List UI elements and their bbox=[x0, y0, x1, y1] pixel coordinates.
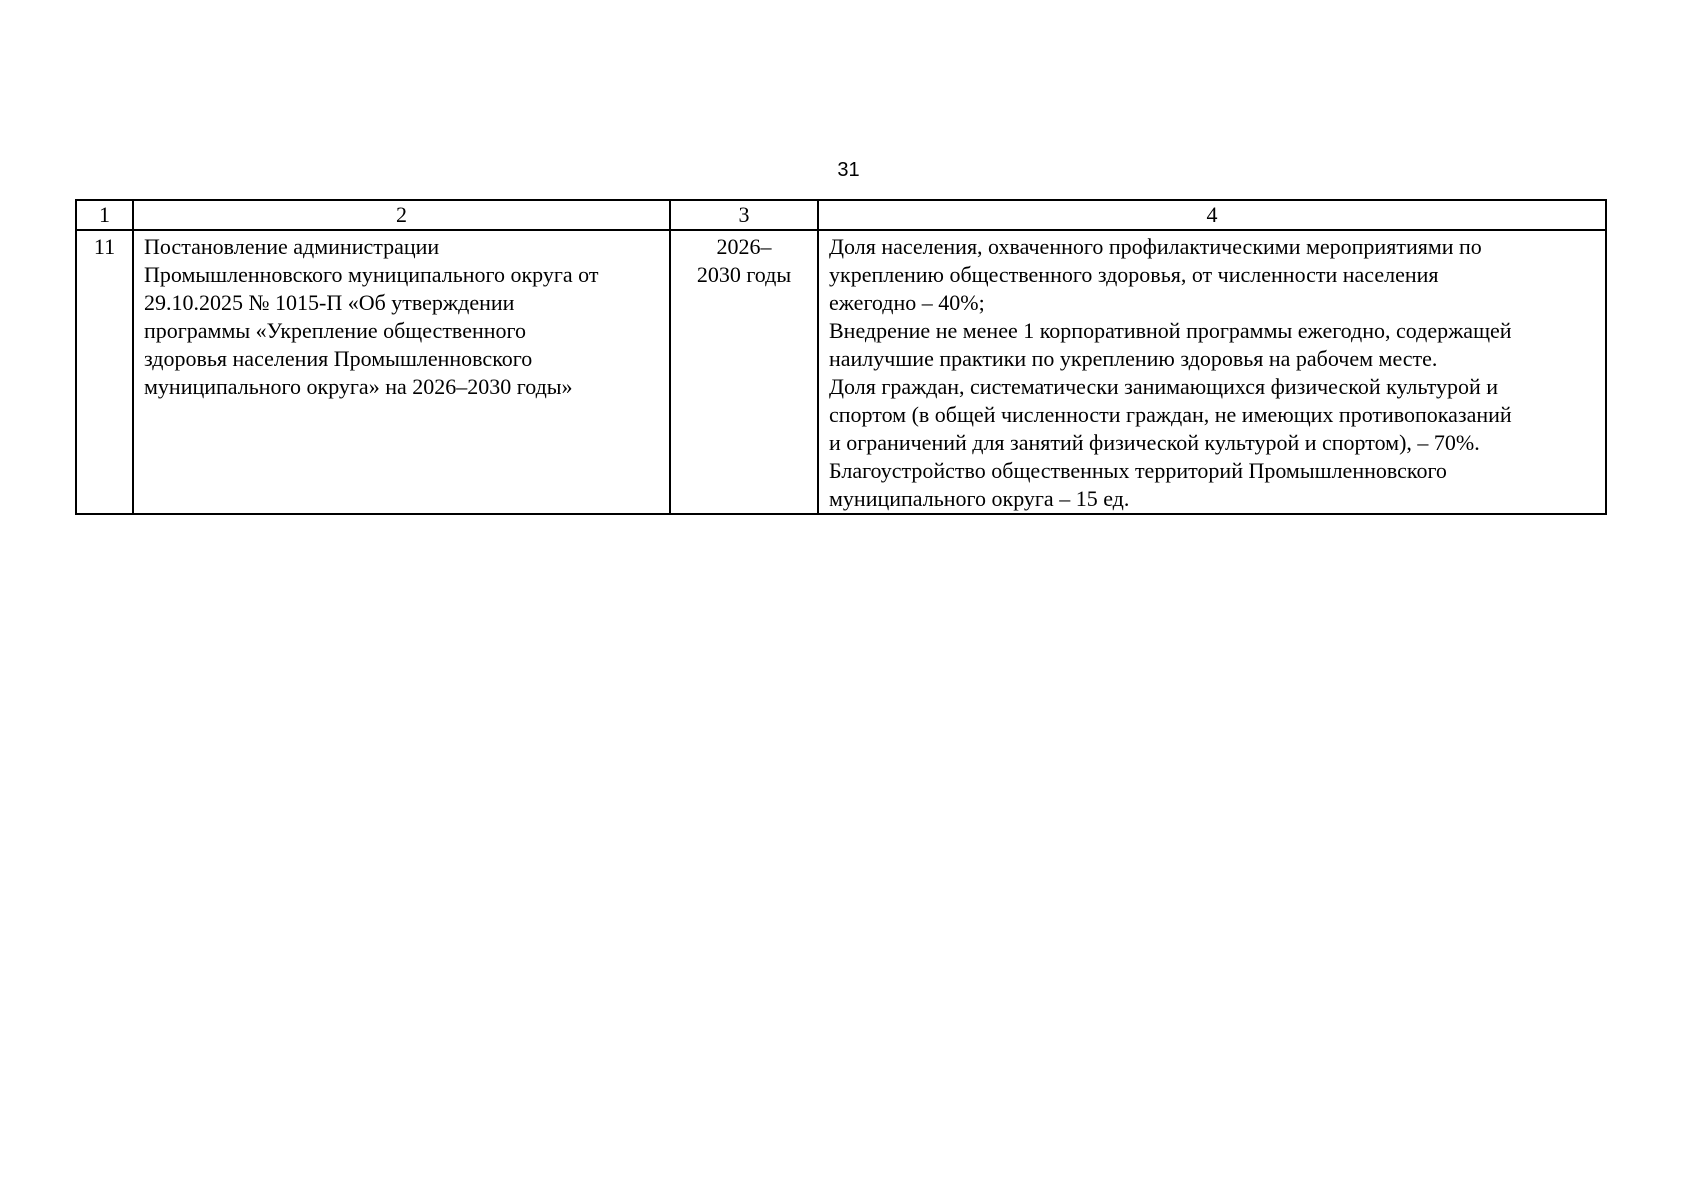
table-header-row bbox=[76, 200, 1606, 230]
period-line: 2030 годы bbox=[696, 262, 792, 287]
indicator-line: Благоустройство общественных территорий Промышленновского bbox=[829, 458, 1447, 483]
row-number-cell bbox=[76, 230, 133, 514]
indicator-line: наилучшие практики по укреплению здоровья на рабочем месте. bbox=[829, 346, 1438, 371]
indicator-line: Доля населения, охваченного профилактическими мероприятиями по bbox=[829, 234, 1482, 259]
period-line: 2026– bbox=[716, 234, 772, 259]
row-number: 11 bbox=[93, 234, 116, 259]
column-header-2: 2 bbox=[133, 200, 670, 230]
document-line: муниципального округа» на 2026–2030 годы» bbox=[144, 374, 573, 399]
indicator-line: и ограничений для занятий физической культурой и спортом), – 70%. bbox=[829, 430, 1480, 455]
document-line: Постановление администрации bbox=[144, 234, 440, 259]
document-line: 29.10.2025 № 1015-П «Об утверждении bbox=[144, 290, 515, 315]
indicator-line: Внедрение не менее 1 корпоративной программы ежегодно, содержащей bbox=[829, 318, 1512, 343]
document-line: здоровья населения Промышленновского bbox=[144, 346, 533, 371]
column-header-4: 4 bbox=[818, 200, 1606, 230]
indicator-line: муниципального округа – 15 ед. bbox=[829, 486, 1130, 511]
document-cell bbox=[133, 230, 670, 514]
table-row bbox=[76, 230, 1606, 514]
page-number: 31 bbox=[837, 159, 860, 181]
indicator-line: Доля граждан, систематически занимающихся физической культурой и bbox=[829, 374, 1499, 399]
indicators-cell bbox=[818, 230, 1606, 514]
indicator-line: ежегодно – 40%; bbox=[829, 290, 985, 315]
period-cell bbox=[670, 230, 818, 514]
column-header-1: 1 bbox=[76, 200, 133, 230]
program-table bbox=[75, 199, 1607, 515]
document-line: Промышленновского муниципального округа от bbox=[144, 262, 599, 287]
column-header-3: 3 bbox=[670, 200, 818, 230]
document-line: программы «Укрепление общественного bbox=[144, 318, 526, 343]
indicator-line: спортом (в общей численности граждан, не имеющих противопоказаний bbox=[829, 402, 1512, 427]
indicator-line: укреплению общественного здоровья, от численности населения bbox=[829, 262, 1439, 287]
